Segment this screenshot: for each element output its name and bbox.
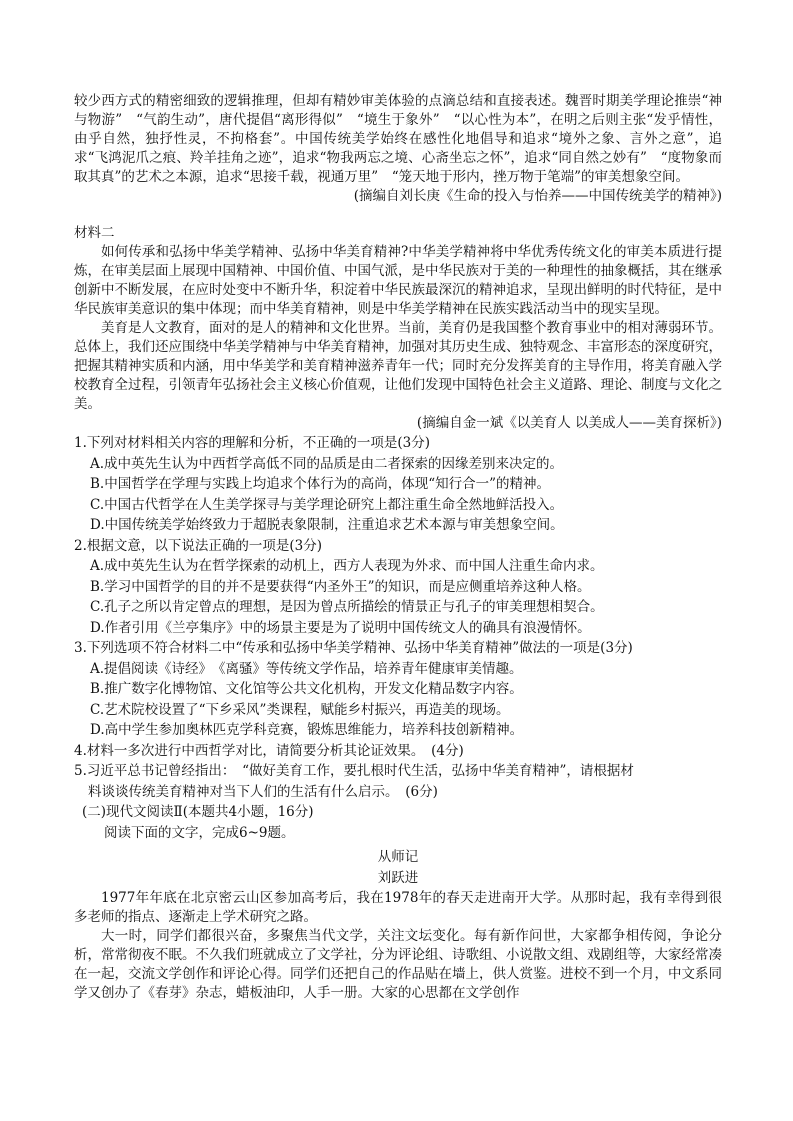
question-5 [74,761,722,802]
story-title: 从师记 [377,849,419,865]
section-2-instruction: 阅读下面的文字，完成6~9题。 [104,824,295,841]
story-paragraph-1: 1977年年底在北京密云山区参加高考后，我在1978年的春天走进南开大学。从那时起，我有幸得到很多老师的指点、逐渐走上学术研究之路。 [74,890,722,925]
question-3 [74,638,722,741]
question-5-line-2: 料谈谈传统美育精神对当下人们的生活有什么启示。 (6分) [88,783,438,800]
question-1 [74,433,722,536]
question-3-stem: 3.下列选项不符合材料二中“传承和弘扬中华美学精神、弘扬中华美育精神”做法的一项是(3分) [74,640,633,656]
question-2-stem: 2.根据文意，以下说法正确的一项是(3分) [74,537,323,554]
section-2-heading: (二)现代文阅读Ⅱ(本题共4小题，16分) [82,804,314,820]
material2-title: 材料二 [74,225,115,241]
question-1-option-a: A.成中英先生认为中西哲学高低不同的品质是由二者探索的因缘差别来决定的。 [90,455,564,472]
story-paragraph-2: 大一时，同学们都很兴奋，多聚焦当代文学，关注文坛变化。每有新作问世，大家都争相传阅，争论分析，常常彻夜不眠。不久我们班就成立了文学社，分为评论组、诗歌组、小说散文组、戏剧组等，大家经常凑在一起，交流文学创作和评论心得。同学们还把自己的作品贴在墙上，供人赏鉴。进校不到一个月，中文系同学又创办了《春芽》杂志，蜡板油印，人手一册。大家的心思都在文学创作 [74,928,722,1001]
question-4-stem: 4.材料一多次进行中西哲学对比，请简要分析其论证效果。 (4分) [74,742,464,759]
question-3-option-b: B.推广数字化博物馆、文化馆等公共文化机构，开发文化精品数字内容。 [90,681,523,697]
question-3-option-c: C.艺术院校设置了“下乡采风”类课程，赋能乡村振兴，再造美的现场。 [90,701,510,718]
question-1-option-c: C.中国古代哲学在人生美学探寻与美学理论研究上都注重生命全然地鲜活投入。 [90,496,564,513]
material1-tail-paragraph: 较少西方式的精密细致的逻辑推理，但却有精妙审美体验的点滴总结和直接表述。魏晋时期美学理论推崇“神与物游” “气韵生动”，唐代提倡“离形得似” “境生于象外” “以心性为本”，在明之后则主张“发乎情性，由乎自然，独抒性灵，不拘格套”。中国传统美学始终在感性化地倡导和追求“境外之象、言外之意”，追求“飞鸿泥爪之痕、羚羊挂角之迹”，追求“物我两忘之境、心斋坐忘之怀”，追求“同自然之妙有” “度物象而取其真”的艺术之本源，追求“思接千载，视通万里” “笼天地于形内，挫万物于笔端”的审美想象空间。 [74,93,722,185]
question-3-option-d: D.高中学生参加奥林匹克学科竞赛，锻炼思维能力，培养科技创新精神。 [90,722,524,738]
question-2-option-c: C.孔子之所以肯定曾点的理想，是因为曾点所描绘的情景正与孔子的审美理想相契合。 [90,599,604,615]
question-2 [74,536,722,639]
question-5-line-1: 5.习近平总书记曾经指出： “做好美育工作，要扎根时代生活，弘扬中华美育精神”，请根据材 [74,763,634,779]
material2-paragraph-2: 美育是人文教育，面对的是人的精神和文化世界。当前，美育仍是我国整个教育事业中的相对薄弱环节。总体上，我们还应围绕中华美学精神与中华美育精神，加强对其历史生成、独特观念、丰富形态的深度研究，把握其精神实质和内涵，用中华美学和美育精神滋养青年一代；同时充分发挥美育的主导作用，将美育融入学校教育全过程，引领青年弘扬社会主义核心价值观，让他们发现中国特色社会主义道路、理论、制度与文化之美。 [74,320,722,412]
exam-page [74,92,722,1003]
material2-source: (摘编自金一斌《以美育人 以美成人——美育探析》) [416,415,722,431]
question-1-option-d: D.中国传统美学始终致力于超脱表象限制，注重追求艺术本源与审美想象空间。 [90,517,564,533]
story-author: 刘跃进 [377,870,419,886]
material1-source: (摘编自刘长庚《生命的投入与怡养——中国传统美学的精神》) [353,188,722,204]
question-1-option-b: B.中国哲学在学理与实践上均追求个体行为的高尚，体现“知行合一”的精神。 [90,476,551,492]
question-1-stem: 1.下列对材料相关内容的理解和分析，不正确的一项是(3分) [74,435,431,451]
question-3-option-a: A.提倡阅读《诗经》 《离骚》等传统文学作品，培养青年健康审美情趣。 [90,660,523,677]
question-2-option-b: B.学习中国哲学的目的并不是要获得“内圣外王”的知识，而是应侧重培养这种人格。 [90,578,591,595]
material2-paragraph-1: 如何传承和弘扬中华美学精神、弘扬中华美育精神?中华美学精神将中华优秀传统文化的审美本质进行提炼，在审美层面上展现中国精神、中国价值、中国气派，是中华民族对于美的一种理性的抽象概括，其在继承创新中不断发展，在应时处变中不断升华，积淀着中华民族最深沉的精神追求，呈现出鲜明的时代特征，是中华民族审美意识的集中体现；而中华美育精神，则是中华美学精神在民族实践活动当中的现实呈现。 [74,244,722,317]
question-2-option-a: A.成中英先生认为在哲学探索的动机上，西方人表现为外求、而中国人注重生命内求。 [90,558,604,574]
question-2-option-d: D.作者引用《兰亭集序》中的场景主要是为了说明中国传统文人的确具有浪漫情怀。 [90,619,591,636]
